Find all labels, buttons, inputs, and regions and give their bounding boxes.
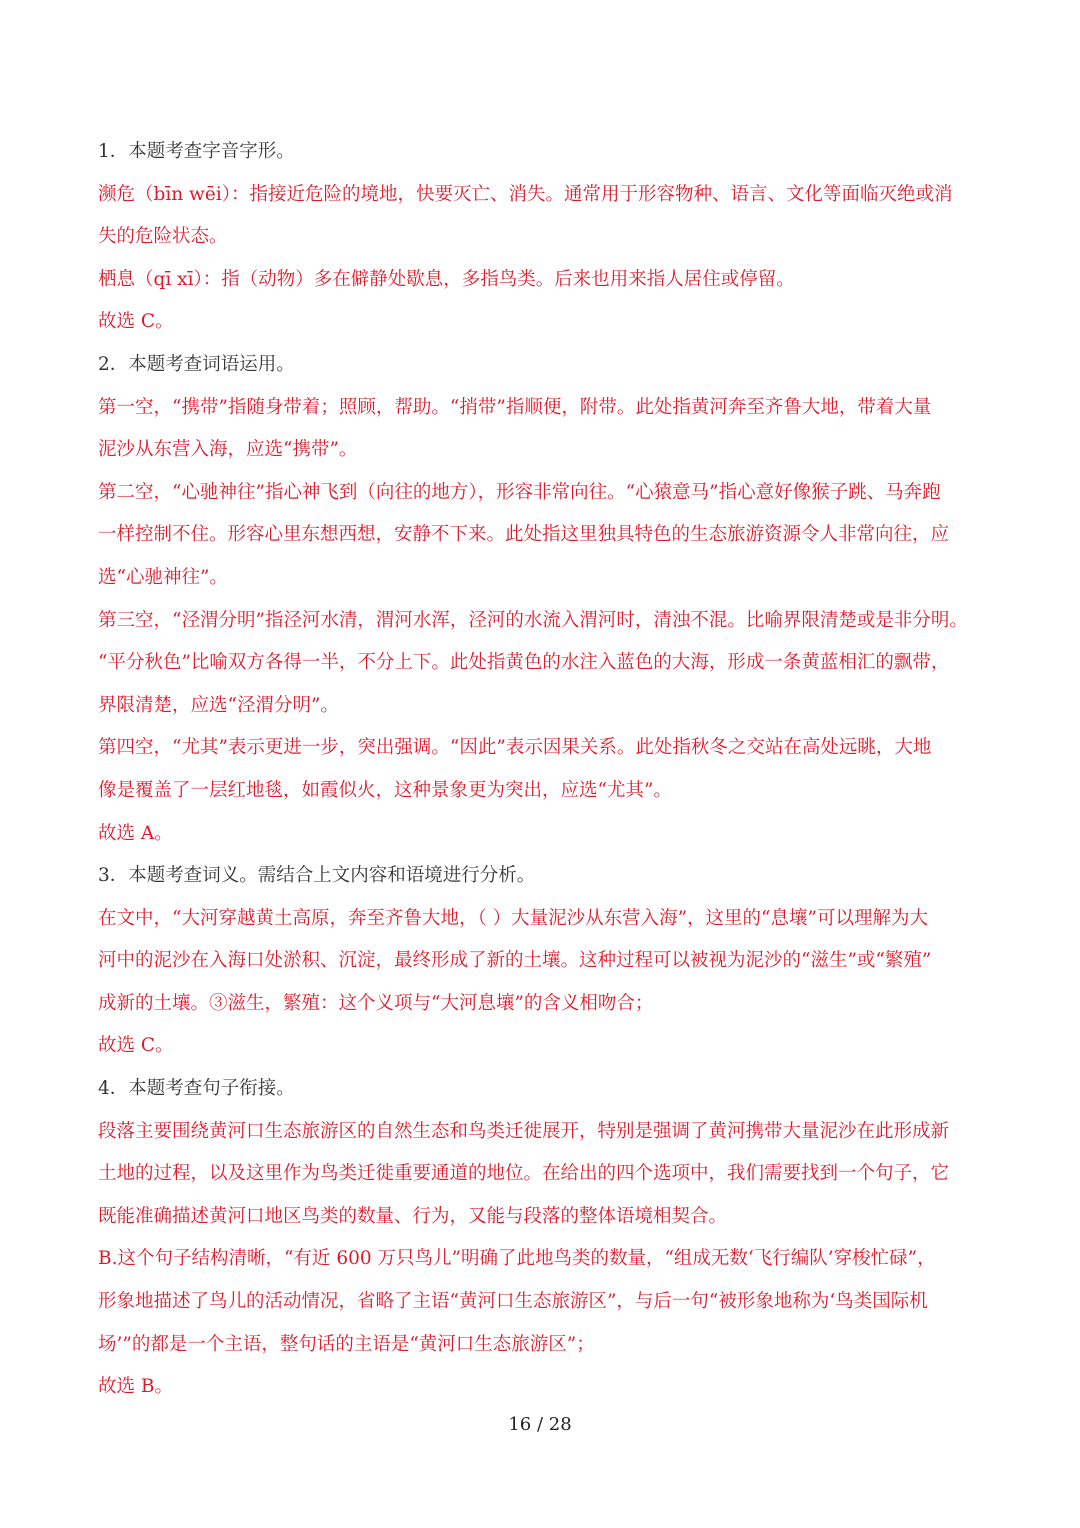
analysis-line: 栖息（qī xī）：指（动物）多在僻静处歇息，多指鸟类。后来也用来指人居住或停留。 [98,268,795,290]
analysis-line: 第三空，“泾渭分明”指泾河水清，渭河水浑，泾河的水流入渭河时，清浊不混。比喻界限清楚或是非分明。 [98,609,968,631]
analysis-line: 既能准确描述黄河口地区鸟类的数量、行为，又能与段落的整体语境相契合。 [98,1205,728,1227]
analysis-line: 一样控制不住。形容心里东想西想，安静不下来。此处指这里独具特色的生态旅游资源令人非常向往，应 [98,524,950,546]
analysis-line: 界限清楚，应选“泾渭分明”。 [98,694,339,716]
question-heading: 1．本题考查字音字形。 [98,141,295,162]
analysis-line: 段落主要围绕黄河口生态旅游区的自然生态和鸟类迁徙展开，特别是强调了黄河携带大量泥沙在此形成新 [98,1120,950,1142]
analysis-line: 泥沙从东营入海，应选“携带”。 [98,439,358,461]
analysis-line: 失的危险状态。 [98,226,228,248]
analysis-line: 土地的过程，以及这里作为鸟类迁徙重要通道的地位。在给出的四个选项中，我们需要找到一个句子，它 [98,1163,950,1185]
analysis-line: 河中的泥沙在入海口处淤积、沉淀，最终形成了新的土壤。这种过程可以被视为泥沙的“滋生”或“繁殖” [98,950,932,972]
question-heading: 3．本题考查词义。需结合上文内容和语境进行分析。 [98,865,536,887]
page-number: 16 / 28 [508,1414,572,1435]
analysis-line: 故选 C。 [98,311,174,333]
question-heading: 4．本题考查句子衔接。 [98,1078,295,1100]
analysis-line: 像是覆盖了一层红地毯，如霞似火，这种景象更为突出，应选“尤其”。 [98,779,672,801]
analysis-line: 第一空，“携带”指随身带着；照顾，帮助。“捎带”指顺便，附带。此处指黄河奔至齐鲁大地，带着大量 [98,396,932,418]
analysis-line: 形象地描述了鸟儿的活动情况，省略了主语“黄河口生态旅游区”，与后一句“被形象地称为‘鸟类国际机 [98,1291,928,1313]
analysis-line: B.这个句子结构清晰，“有近 600 万只鸟儿”明确了此地鸟类的数量，“组成无数‘飞行编队’穿梭忙碌”， [98,1248,936,1270]
analysis-line: 在文中，“大河穿越黄土高原，奔至齐鲁大地，（ ）大量泥沙从东营入海”，这里的“息壤”可以理解为大 [98,907,928,929]
analysis-line: 故选 C。 [98,1035,174,1057]
analysis-line: 第四空，“尤其”表示更进一步，突出强调。“因此”表示因果关系。此处指秋冬之交站在高处远眺，大地 [98,737,932,759]
analysis-line: 故选 A。 [98,822,173,844]
analysis-line: 故选 B。 [98,1376,173,1398]
analysis-line: 场’”的都是一个主语，整句话的主语是“黄河口生态旅游区”； [98,1333,595,1355]
analysis-line: 成新的土壤。③滋生，繁殖：这个义项与“大河息壤”的含义相吻合； [98,992,654,1014]
analysis-line: 选“心驰神往”。 [98,566,228,588]
question-heading: 2．本题考查词语运用。 [98,353,295,375]
analysis-line: 第二空，“心驰神往”指心神飞到（向往的地方），形容非常向往。“心猿意马”指心意好像猴子跳、马奔跑 [98,481,941,503]
analysis-line: 濒危（bīn wēi）：指接近危险的境地，快要灭亡、消失。通常用于形容物种、语言、文化等面临灭绝或消 [98,183,953,205]
analysis-line: “平分秋色”比喻双方各得一半，不分上下。此处指黄色的水注入蓝色的大海，形成一条黄蓝相汇的飘带， [98,652,950,674]
answer-analysis-text [98,131,988,1409]
